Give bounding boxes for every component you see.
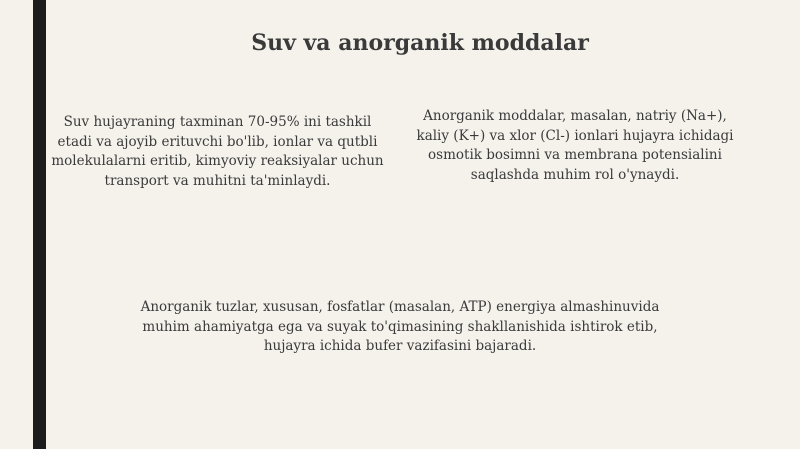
accent-bar — [33, 0, 46, 449]
paragraph-water: Suv hujayraning taxminan 70-95% ini tashkil etadi va ajoyib erituvchi bo'lib, ionlar va qutbli molekulalarni eritib, kimyoviy reaksiyalar uchun transport va muhitni ta'minlaydi. — [51, 114, 384, 189]
paragraph-inorganic-ions: Anorganik moddalar, masalan, natriy (Na+), kaliy (K+) va xlor (Cl-) ionlari hujayra ichidagi osmotik bosimni va membrana potensialini saqlashda muhim rol o'ynaydi. — [416, 108, 734, 183]
slide-title: Suv va anorganik moddalar — [251, 30, 589, 56]
paragraph-inorganic-salts: Anorganik tuzlar, xususan, fosfatlar (masalan, ATP) energiya almashinuvida muhim ahamiyatga ega va suyak to'qimasining shakllanishida ishtirok etib, hujayra ichida bufer vazifasini bajaradi. — [140, 299, 660, 354]
